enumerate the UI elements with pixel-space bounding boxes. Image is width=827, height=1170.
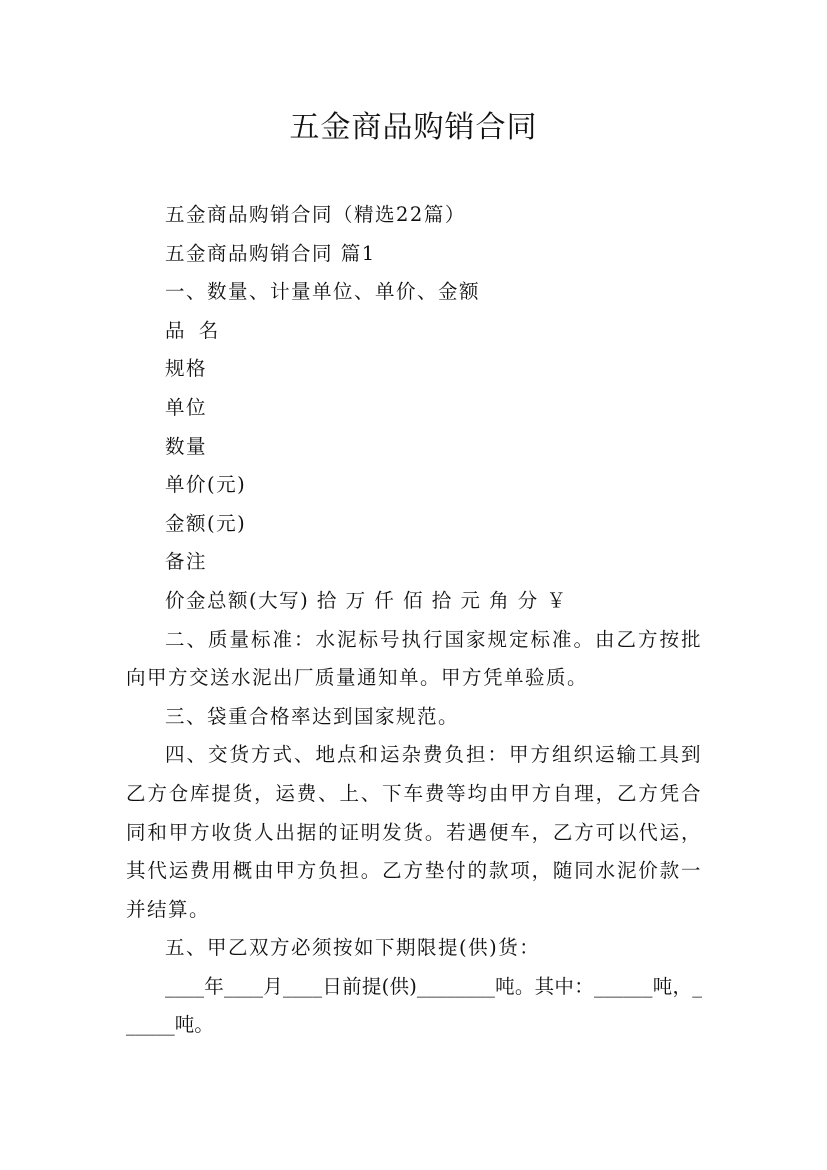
- paragraph-item-name: 品 名: [165, 318, 223, 342]
- paragraph-item-unit-price: 单价(元): [165, 473, 247, 497]
- paragraph-item-amount: 金额(元): [165, 511, 247, 535]
- paragraph-clause-1: 一、数量、计量单位、单价、金额: [165, 280, 481, 304]
- paragraph-clause-3: 三、袋重合格率达到国家规范。: [165, 704, 460, 728]
- paragraph-item-quantity: 数量: [165, 434, 208, 458]
- paragraph-clause-4: 四、交货方式、地点和运杂费负担：甲方组织运输工具到乙方仓库提货，运费、上、下车费等均由甲方自理，乙方凭合同和甲方收货人出据的证明发货。若遇便车，乙方可以代运，其代运费用概由甲方负担。乙方垫付的款项，随同水泥价款一并结算。: [126, 743, 702, 921]
- paragraph-clause-2: 二、质量标准：水泥标号执行国家规定标准。由乙方按批向甲方交送水泥出厂质量通知单。甲方凭单验质。: [126, 627, 702, 690]
- paragraph-total-amount: 价金总额(大写) 拾 万 仟 佰 拾 元 角 分 ￥: [165, 588, 568, 612]
- paragraph-section-heading: 五金商品购销合同 篇1: [165, 241, 376, 265]
- paragraph-subtitle: 五金商品购销合同（精选22篇）: [165, 203, 466, 226]
- paragraph-item-remark: 备注: [165, 550, 208, 574]
- paragraph-item-spec: 规格: [165, 357, 208, 381]
- paragraph-delivery-schedule: ____年____月____日前提(供)________吨。其中：______吨，______吨。: [126, 974, 702, 1037]
- document-title: 五金商品购销合同: [289, 110, 538, 145]
- paragraph-item-unit: 单位: [165, 395, 208, 419]
- paragraph-clause-5: 五、甲乙双方必须按如下期限提(供)货：: [165, 936, 541, 960]
- document-body: [126, 196, 702, 1045]
